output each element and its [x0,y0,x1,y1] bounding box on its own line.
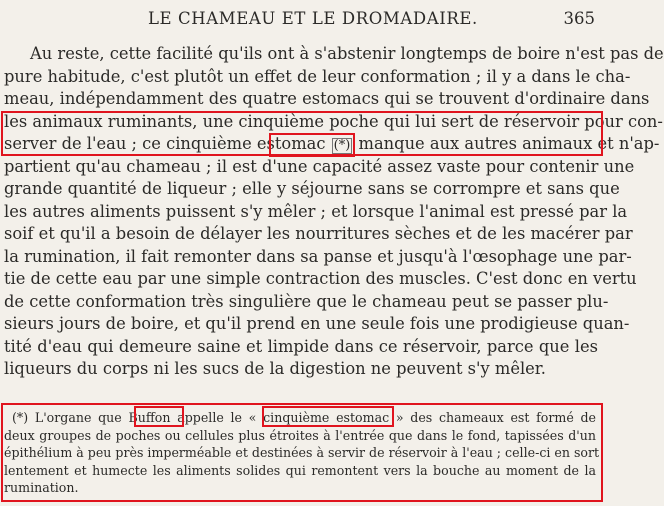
footnote-line [12,409,596,426]
running-title: LE CHAMEAU ET LE DROMADAIRE. [148,9,478,28]
footnote-line: deux groupes de poches ou cellules plus étroites à l'entrée que dans le fond, tapissées d'un [4,427,596,443]
text-line: tie de cette eau par une simple contraction des muscles. C'est donc en vertu [4,269,637,288]
text-line: les animaux ruminants, une cinquième poche qui lui sert de réservoir pour con- [4,111,663,131]
text-line: de cette conformation très singulière que le chameau peut se passer plu- [4,291,609,311]
footnote-text: L'organe que [34,410,122,425]
text-line: la rumination, il fait remonter dans sa panse et jusqu'à l'œsophage une par- [4,246,632,266]
page-number: 365 [563,9,595,28]
footnote-text: appelle le « [177,410,257,425]
footnote-line: rumination. [4,480,79,495]
footnote-text: » des chameaux est formé de [395,410,597,425]
footnote-marker[interactable]: (*) [333,138,351,153]
page-header [0,9,605,31]
text-line: partient qu'au chameau ; il est d'une capacité assez vaste pour contenir une [4,156,635,176]
footnote-marker-label: (*) [12,410,29,425]
footnote-line: épithélium à peu près imperméable et destinées à servir de réservoir à l'eau ; celle-ci en sort [4,445,600,460]
text-line: sieurs jours de boire, et qu'il prend en une seule fois une prodigieuse quan- [4,314,630,333]
text-line: liqueurs du corps ni les sucs de la digestion ne peuvent s'y mêler. [4,359,546,378]
text-line: soif et qu'il a besoin de délayer les nourritures sèches et de les macérer par [4,224,633,243]
text-line: Au reste, cette facilité qu'ils ont à s'abstenir longtemps de boire n'est pas de [30,44,664,63]
text-line: meau, indépendamment des quatre estomacs qui se trouvent d'ordinaire dans [4,89,650,108]
text-line: les autres aliments puissent s'y mêler ; et lorsque l'animal est pressé par la [4,201,628,221]
text-line: tité d'eau qui demeure saine et limpide dans ce réservoir, parce que les [4,336,598,356]
author-name[interactable]: Buffon [128,410,171,425]
text-line: grande quantité de liqueur ; elle y séjourne sans se corrompre et sans que [4,179,620,198]
footnote-line: lentement et humecte les aliments solides qui remontent vers la bouche au moment de la [4,462,596,478]
term-phrase[interactable]: cinquième estomac [263,410,390,425]
text-segment: manque aux autres animaux et n'ap- [358,134,660,153]
text-line [4,133,660,155]
text-segment: server de l'eau ; ce cinquième estomac [4,134,326,153]
text-line: pure habitude, c'est plutôt un effet de leur conformation ; il y a dans le cha- [4,66,631,86]
